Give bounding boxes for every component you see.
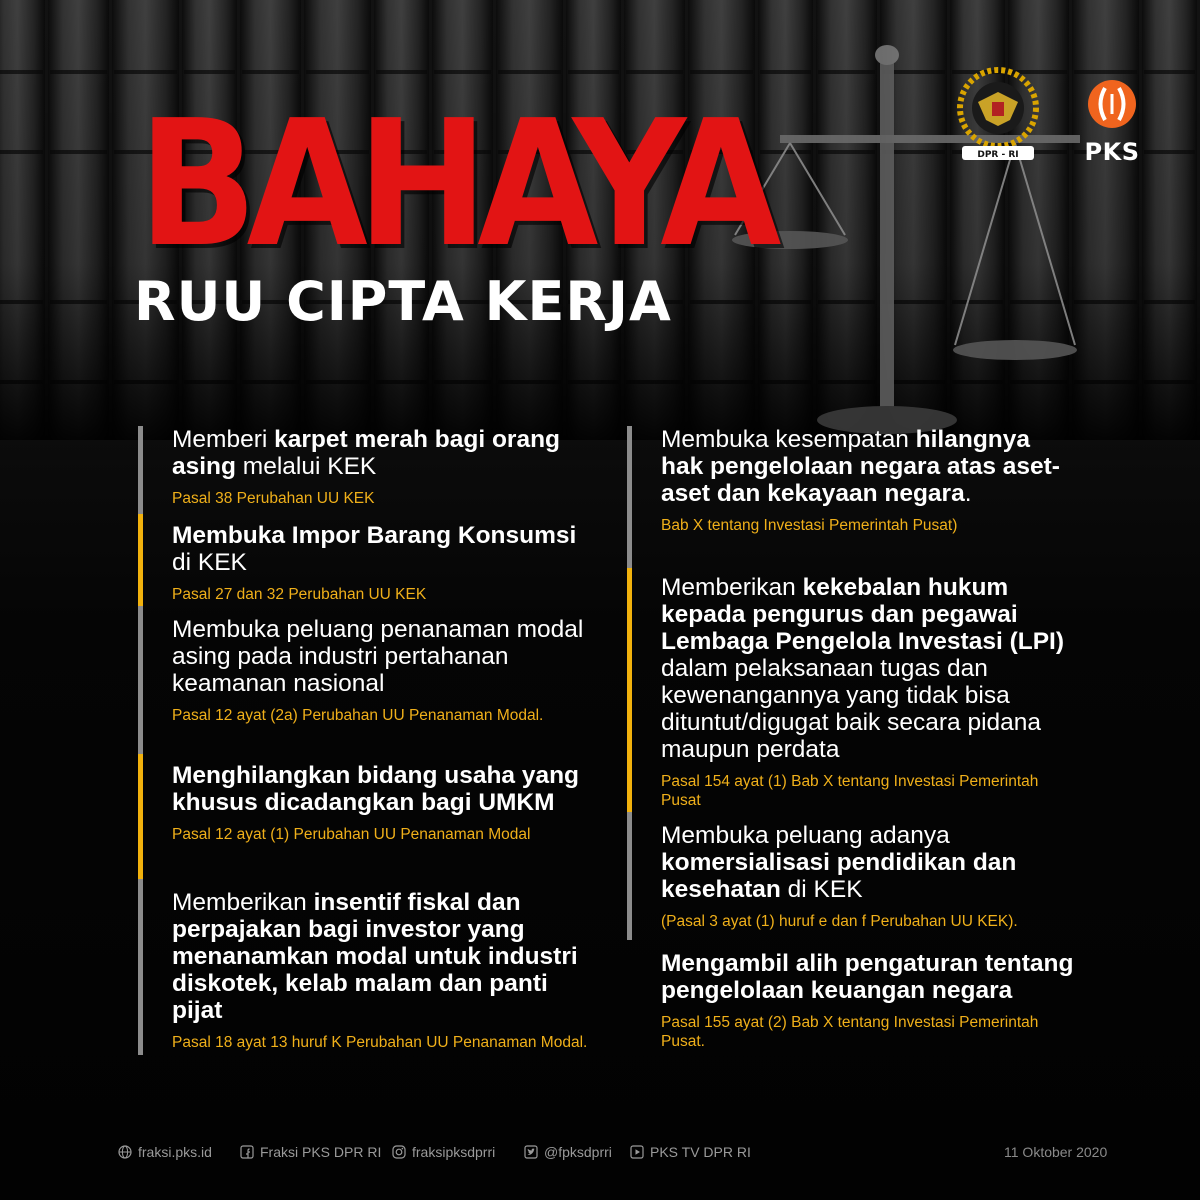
- point-text-bold: insentif fiskal dan perpajakan bagi investor yang menanamkan modal untuk industri diskotek, kelab malam dan panti pijat: [172, 889, 578, 1024]
- point-text-pre: Membuka peluang adanya: [661, 822, 950, 849]
- point-reference: Pasal 155 ayat (2) Bab X tentang Investasi Pemerintah Pusat.: [661, 1014, 1039, 1050]
- item-divider-bar: [627, 812, 632, 940]
- pks-logo-text: PKS: [1084, 138, 1140, 166]
- point-text-pre: Membuka kesempatan: [661, 426, 916, 453]
- point-item: [138, 754, 598, 879]
- item-divider-bar: [138, 606, 143, 754]
- point-text: [172, 762, 598, 816]
- point-item: [627, 812, 1077, 940]
- footer-youtube[interactable]: [630, 1144, 751, 1160]
- item-divider-bar: [627, 426, 632, 568]
- footer-website-text: fraksi.pks.id: [138, 1144, 212, 1160]
- point-text-bold: komersialisasi pendidikan dan kesehatan: [661, 849, 1017, 903]
- point-text-bold: Mengambil alih pengaturan tentang pengelolaan keuangan negara: [661, 950, 1074, 1004]
- point-text-post: di KEK: [780, 876, 863, 903]
- point-item: [138, 606, 598, 754]
- point-text: [172, 426, 598, 480]
- left-column: [138, 426, 598, 1055]
- point-reference: Pasal 12 ayat (2a) Perubahan UU Penanaman Modal.: [172, 707, 544, 724]
- point-reference: Pasal 12 ayat (1) Perubahan UU Penanaman Modal: [172, 826, 531, 843]
- footer-twitter[interactable]: [524, 1144, 612, 1160]
- footer-youtube-text: PKS TV DPR RI: [650, 1144, 751, 1160]
- point-item: [627, 568, 1077, 812]
- twitter-icon: [524, 1145, 538, 1159]
- footer: [118, 1144, 1118, 1168]
- point-text-pre: Memberi: [172, 426, 275, 453]
- instagram-icon: [392, 1145, 406, 1159]
- point-text: [172, 616, 598, 697]
- footer-twitter-text: @fpksdprri: [544, 1144, 612, 1160]
- item-divider-bar: [138, 514, 143, 606]
- item-divider-bar: [138, 426, 143, 514]
- item-divider-bar: [627, 568, 632, 812]
- item-divider-bar: [138, 879, 143, 1055]
- point-text: [172, 889, 598, 1024]
- footer-instagram[interactable]: [392, 1144, 495, 1160]
- point-reference: Pasal 38 Perubahan UU KEK: [172, 490, 375, 507]
- point-text-bold: karpet merah bagi orang asing: [172, 426, 561, 480]
- point-text-pre: Membuka peluang penanaman modal asing pada industri pertahanan keamanan nasional: [172, 616, 584, 697]
- point-text: [661, 822, 1077, 903]
- globe-icon: [118, 1145, 132, 1159]
- point-text: [661, 574, 1077, 763]
- point-text-pre: Memberikan: [172, 889, 314, 916]
- dpr-ri-logo: [948, 62, 1048, 162]
- poster-title: BAHAYA: [138, 83, 771, 286]
- point-reference: (Pasal 3 ayat (1) huruf e dan f Perubahan UU KEK).: [661, 913, 1018, 930]
- footer-date: 11 Oktober 2020: [1004, 1144, 1108, 1160]
- point-text-pre: Memberikan: [661, 574, 803, 601]
- point-text-post: melalui KEK: [236, 453, 377, 480]
- footer-website[interactable]: [118, 1144, 212, 1160]
- footer-facebook[interactable]: [240, 1144, 381, 1160]
- svg-text:DPR - RI: DPR - RI: [977, 150, 1019, 160]
- footer-instagram-text: fraksipksdprri: [412, 1144, 496, 1160]
- right-column: [627, 426, 1077, 1068]
- point-item: [627, 940, 1077, 1068]
- point-reference: Bab X tentang Investasi Pemerintah Pusat): [661, 517, 958, 534]
- point-reference: Pasal 18 ayat 13 huruf K Perubahan UU Penanaman Modal.: [172, 1034, 588, 1051]
- point-item: [627, 426, 1077, 568]
- facebook-icon: [240, 1145, 254, 1159]
- point-reference: Pasal 27 dan 32 Perubahan UU KEK: [172, 586, 427, 603]
- item-divider-bar: [138, 754, 143, 879]
- point-item: [138, 879, 598, 1055]
- point-text-post: dalam pelaksanaan tugas dan kewenangannya yang tidak bisa dituntut/digugat baik secara pidana maupun perdata: [661, 655, 1042, 763]
- point-text: [661, 426, 1077, 507]
- play-icon: [630, 1145, 644, 1159]
- footer-facebook-text: Fraksi PKS DPR RI: [260, 1144, 382, 1160]
- point-text-post: .: [964, 480, 972, 507]
- pks-logo: [1072, 72, 1152, 172]
- point-text-bold: hilangnya hak pengelolaan negara atas aset-aset dan kekayaan negara: [661, 426, 1060, 507]
- point-text-bold: Menghilangkan bidang usaha yang khusus dicadangkan bagi UMKM: [172, 762, 580, 816]
- point-text-bold: kekebalan hukum kepada pengurus dan pegawai Lembaga Pengelola Investasi (LPI): [661, 574, 1065, 655]
- point-text: [172, 522, 598, 576]
- point-text-bold: Membuka Impor Barang Konsumsi: [172, 522, 577, 549]
- point-item: [138, 514, 598, 606]
- poster-subtitle: RUU CIPTA KERJA: [134, 270, 672, 333]
- point-reference: Pasal 154 ayat (1) Bab X tentang Investasi Pemerintah Pusat: [661, 773, 1039, 809]
- point-item: [138, 426, 598, 514]
- point-text: [661, 950, 1077, 1004]
- point-text-post: di KEK: [172, 549, 247, 576]
